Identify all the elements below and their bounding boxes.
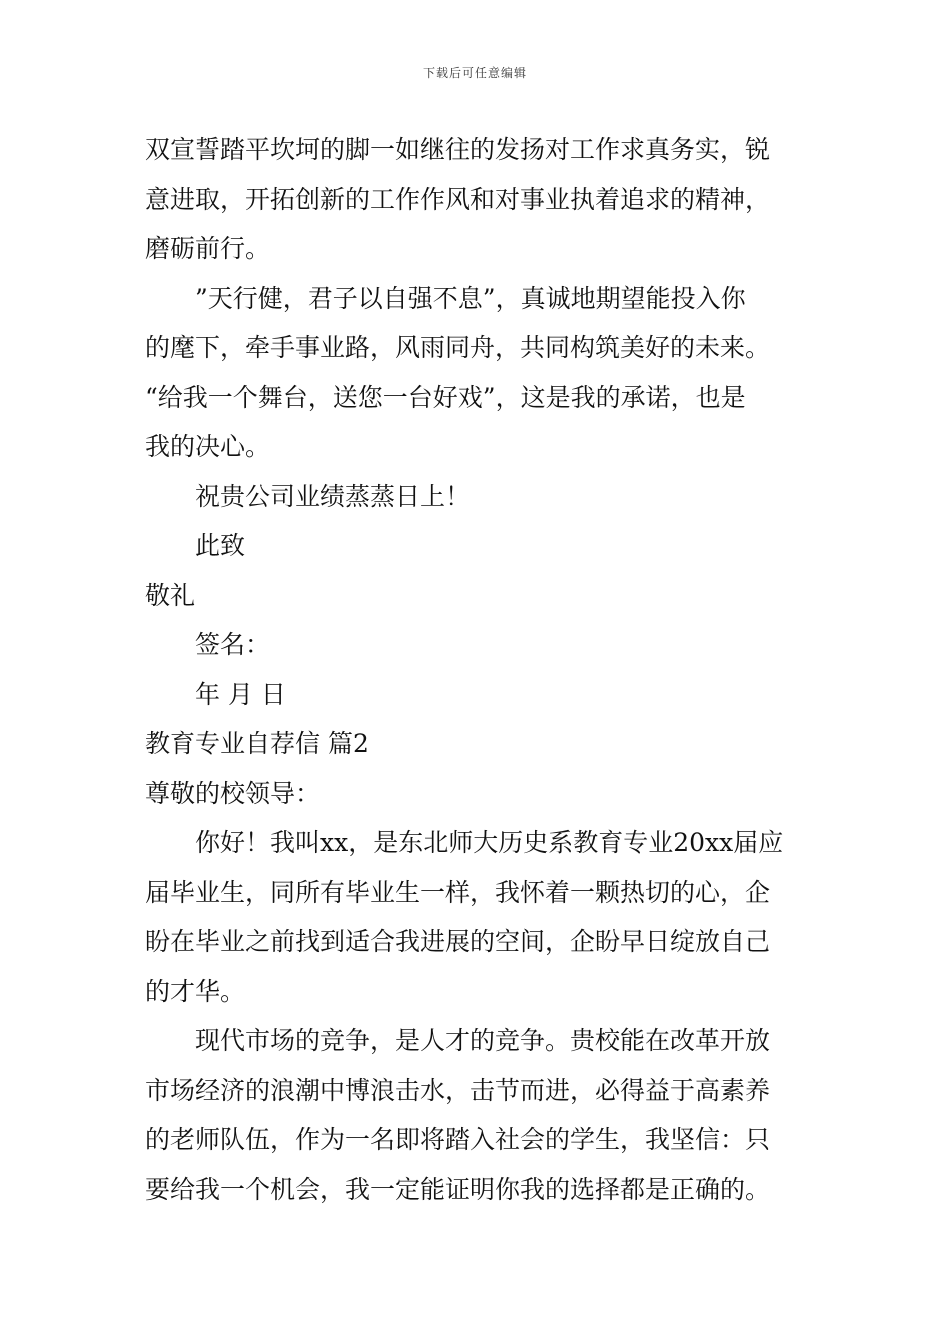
text-line: 届毕业生，同所有毕业生一样，我怀着一颗热切的心，企	[145, 877, 771, 907]
text-line: 的老师队伍，作为一名即将踏入社会的学生，我坚信：只	[145, 1125, 771, 1154]
text-line: 盼在毕业之前找到适合我进展的空间，企盼早日绽放自己	[145, 927, 771, 956]
text-line: “给我一个舞台，送您一台好戏”，这是我的承诺，也是	[145, 382, 746, 412]
text-line: 敬礼	[145, 580, 196, 610]
text-line: 年 月 日	[195, 679, 286, 709]
text-line: 你好！我叫xx，是东北师大历史系教育专业20xx届应	[195, 828, 784, 857]
text-line: 双宣誓踏平坎坷的脚一如继往的发扬对工作求真务实，锐	[145, 135, 771, 164]
text-line: 教育专业自荐信 篇2	[145, 729, 369, 758]
text-line: 签名：	[195, 630, 271, 659]
text-line: 我的决心。	[145, 432, 271, 461]
text-line: 意进取，开拓创新的工作作风和对事业执着追求的精神，	[145, 184, 771, 214]
text-line: 磨砺前行。	[145, 234, 271, 263]
text-line: 现代市场的竞争，是人才的竞争。贵校能在改革开放	[195, 1026, 771, 1055]
document-body	[145, 125, 810, 1214]
text-line: 尊敬的校领导：	[145, 778, 321, 808]
page-header: 下载后可任意编辑	[422, 66, 527, 80]
text-line: 此致	[195, 531, 246, 560]
text-line: ”天行健，君子以自强不息”，真诚地期望能投入你	[195, 283, 746, 313]
text-line: 要给我一个机会，我一定能证明你我的选择都是正确的。	[145, 1174, 771, 1204]
text-line: 的麾下，牵手事业路，风雨同舟，共同构筑美好的未来。	[145, 333, 771, 362]
text-line: 祝贵公司业绩蒸蒸日上！	[195, 481, 471, 511]
text-line: 的才华。	[145, 976, 246, 1006]
text-line: 市场经济的浪潮中博浪击水，击节而进，必得益于高素养	[145, 1075, 771, 1105]
